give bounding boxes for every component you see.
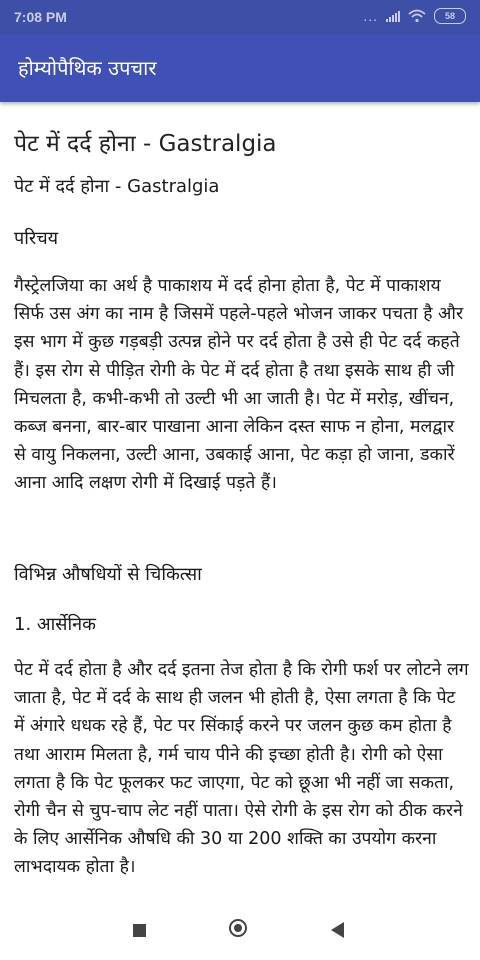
article-subtitle: पेट में दर्द होना - Gastralgia — [14, 176, 220, 197]
back-icon[interactable] — [331, 922, 344, 938]
battery-icon: 58 — [434, 8, 466, 24]
home-icon[interactable] — [229, 919, 247, 937]
navigation-bar — [0, 900, 480, 960]
intro-paragraph: गैस्ट्रेलजिया का अर्थ है पाकाशय में दर्द होना होता है, पेट में पाकाशय सिर्फ उस अंग का नाम है जिसमें पहले-पहले भोजन जाकर पचता है और इस भाग में कुछ गड़बड़ी उत्पन्न होने पर दर्द होता है उसे ही पेट दर्द कहते हैं। इस रोग से पीड़ित रोगी के पेट में दर्द होता है तथा इसके साथ ही जी मिचलता है, कभी-कभी तो उल्टी भी आ जाती है। पेट में मरोड़, खींचन, कब्ज बनना, बार-बार पाखाना आना लेकिन दस्त साफ न होना, मलद्वार से वायु निकलना, उल्टी आना, उबकाई आना, पेट कड़ा हो जाना, डकारें आना आदि लक्षण रोगी में दिखाई पड़ते हैं। — [14, 276, 464, 494]
remedy-paragraph: पेट में दर्द होता है और दर्द इतना तेज होता है कि रोगी फर्श पर लोटने लग जाता है, पेट में दर्द के साथ ही जलन भी होती है, ऐसा लगता है कि पेट में अंगारे धधक रहे हैं, पेट पर सिंकाई करने पर जलन कुछ कम होता है तथा आराम मिलता है, गर्म चाय पीने की इच्छा होती है। रोगी को ऐसा लगता है कि पेट फूलकर फट जाएगा, पेट को छूआ भी नहीं जा सकता, रोगी चैन से चुप-चाप लेट नहीं पाता। ऐसे रोगी के इस रोग को ठीक करने के लिए आर्सेनिक औषधि की 30 या 200 शक्ति का उपयोग करना लाभदायक होता है। — [14, 660, 469, 878]
signal-icon — [386, 10, 400, 22]
intro-label: परिचय — [14, 228, 59, 249]
wifi-icon — [408, 9, 426, 23]
status-bar — [0, 0, 480, 34]
article-content[interactable] — [0, 102, 480, 900]
recent-apps-icon[interactable] — [133, 924, 146, 937]
app-bar — [0, 34, 480, 102]
status-icons — [363, 8, 466, 24]
treatment-label: विभिन्न औषधियों से चिकित्सा — [14, 564, 202, 585]
page-heading: पेट में दर्द होना - Gastralgia — [14, 131, 277, 157]
app-title: होम्योपैथिक उपचार — [18, 56, 157, 80]
status-time: 7:08 PM — [14, 9, 67, 25]
remedy-label: 1. आर्सेनिक — [14, 614, 96, 635]
notification-dots-icon: ... — [363, 8, 378, 24]
